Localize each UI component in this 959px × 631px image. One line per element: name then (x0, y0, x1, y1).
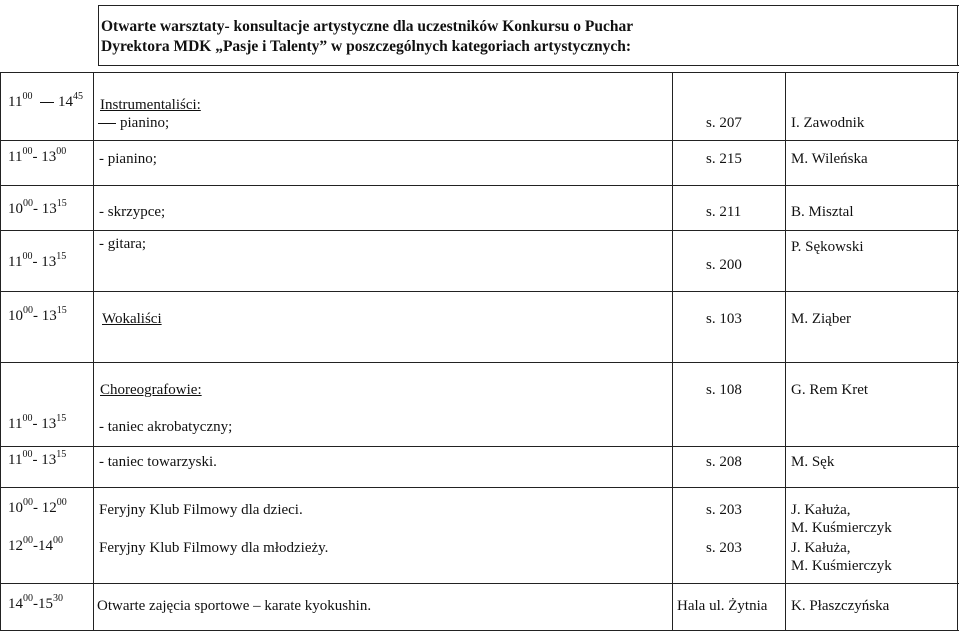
row-divider (0, 185, 959, 186)
time-cell: $12^{00}-14^{00}$ (8, 535, 63, 554)
room-cell: Hala ul. Żytnia (677, 598, 768, 614)
table-top-border (0, 72, 959, 73)
time-cell: $11^{00}-$ $13^{15}$ (8, 413, 67, 432)
header-line-2: Dyrektora MDK „Pasje i Talenty” w poszczególnych kategoriach artystycznych: (101, 38, 632, 55)
teacher-cell: K. Płaszczyńska (791, 598, 890, 614)
category-heading: Instrumentaliści: (100, 97, 201, 113)
teacher-cell: M. Kuśmierczyk (791, 558, 892, 574)
time-cell: $10^{00}-$ $13^{15}$ (8, 305, 67, 324)
header-bottom-border (98, 65, 959, 66)
activity-cell: - taniec akrobatyczny; (99, 419, 233, 435)
header-box (98, 5, 958, 65)
row-divider (0, 446, 959, 447)
category-heading: Wokaliści (102, 311, 162, 327)
activity-cell: - gitara; (99, 236, 147, 252)
header-top-border (98, 5, 959, 6)
room-cell: s. 108 (706, 382, 742, 398)
time-cell: $11^{00}-$ $13^{15}$ (8, 449, 67, 468)
row-divider (0, 140, 959, 141)
room-cell: s. 203 (706, 540, 742, 556)
teacher-cell: B. Misztal (791, 204, 854, 220)
activity-cell: - pianino; (99, 151, 157, 167)
activity-cell: - taniec towarzyski. (99, 454, 217, 470)
category-heading: Choreografowie: (100, 382, 202, 398)
teacher-cell: M. Wileńska (791, 151, 868, 167)
header-line-1: Otwarte warsztaty- konsultacje artystyczne dla uczestników Konkursu o Puchar (101, 18, 634, 35)
activity-cell: Otwarte zajęcia sportowe – karate kyokushin. (97, 598, 372, 614)
teacher-cell: I. Zawodnik (791, 115, 865, 131)
room-cell: s. 208 (706, 454, 742, 470)
room-cell: s. 200 (706, 257, 742, 273)
row-divider (0, 583, 959, 584)
teacher-cell: M. Ziąber (791, 311, 851, 327)
row-divider (0, 291, 959, 292)
activity-cell: Feryjny Klub Filmowy dla dzieci. (99, 502, 303, 518)
activity-cell: Feryjny Klub Filmowy dla młodzieży. (99, 540, 329, 556)
time-cell: $11^{00}$ $14^{45}$ (8, 91, 83, 110)
teacher-cell: M. Kuśmierczyk (791, 520, 892, 536)
room-cell: s. 211 (706, 204, 742, 220)
teacher-cell: J. Kałuża, (791, 502, 851, 518)
column-divider-time (93, 72, 94, 630)
time-cell: $11^{00}-$ $13^{15}$ (8, 251, 67, 270)
time-cell: $10^{00}-$ $13^{15}$ (8, 198, 67, 217)
room-cell: s. 103 (706, 311, 742, 327)
column-divider-room (672, 72, 673, 630)
room-cell: s. 215 (706, 151, 742, 167)
room-cell: s. 203 (706, 502, 742, 518)
teacher-cell: G. Rem Kret (791, 382, 869, 398)
teacher-cell: P. Sękowski (791, 239, 864, 255)
row-divider (0, 487, 959, 488)
activity-cell: - skrzypce; (99, 204, 166, 220)
column-divider-teacher (785, 72, 786, 630)
row-divider (0, 230, 959, 231)
row-divider (0, 362, 959, 363)
activity-cell: pianino; (98, 114, 169, 132)
time-cell: $11^{00}-$ $13^{00}$ (8, 146, 67, 165)
room-cell: s. 207 (706, 115, 742, 131)
teacher-cell: M. Sęk (791, 454, 835, 470)
time-cell: $14^{00}-15^{30}$ (8, 593, 63, 612)
time-cell: $10^{00}-$ $12^{00}$ (8, 497, 67, 516)
teacher-cell: J. Kałuża, (791, 540, 851, 556)
